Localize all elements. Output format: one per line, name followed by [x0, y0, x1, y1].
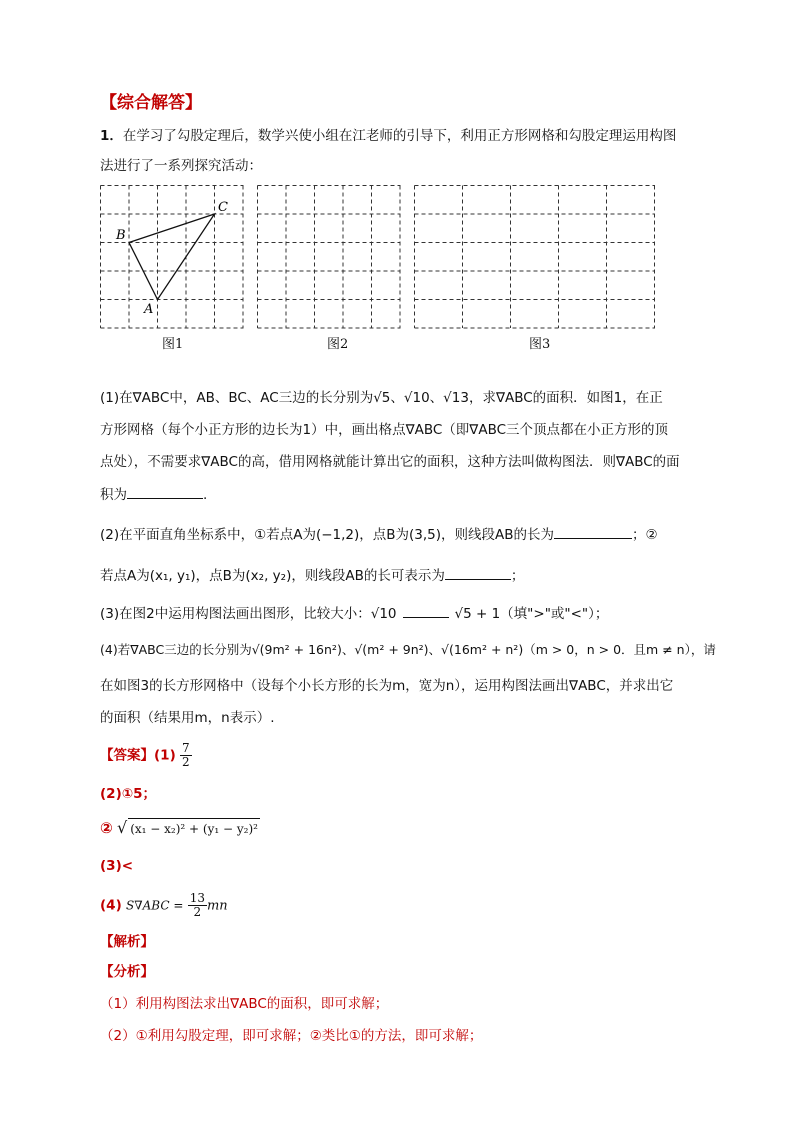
answer-line5: (4) S∇ABC = $\frac{13}{2}$ mn [100, 891, 228, 919]
question-intro-line1: 1．在学习了勾股定理后，数学兴使小组在江老师的引导下，利用正方形网格和勾股定理运用构图 [100, 128, 677, 144]
part1-line3: 点处），不需要求∇ABC的高，借用网格就能计算出它的面积，这种方法叫做构图法．则∇ABC的面 [100, 454, 680, 470]
part4-line2: 在如图3的长方形网格中（设每个小长方形的长为m，宽为n），运用构图法画出∇ABC，并求出它 [100, 678, 674, 694]
answer-label: 【答案】 [100, 747, 154, 764]
answer-blank-2 [554, 524, 632, 539]
figure3-grid [414, 185, 656, 329]
section-heading: 【综合解答】 [100, 93, 202, 113]
answer-line2: (2)①5； [100, 786, 157, 802]
vertex-c-label: C [218, 200, 228, 215]
figure3-caption: 图3 [529, 337, 551, 352]
analysis-step1: （1）利用构图法求出∇ABC的面积，即可求解； [100, 996, 389, 1012]
analysis-step2: （2）①利用勾股定理，即可求解；②类比①的方法，即可求解； [100, 1028, 483, 1044]
figure1-grid [100, 185, 244, 329]
question-number: 1． [100, 128, 123, 144]
answer-line1: 【答案】(1) $\frac{7}{2}$ [100, 741, 190, 769]
part1-line1: (1)在∇ABC中，AB、BC、AC三边的长分别为√5、√10、√13，求∇ABC的面积．如图1，在正 [100, 390, 663, 406]
vertex-a-label: A [144, 302, 154, 317]
part4-line3: 的面积（结果用m，n表示）. [100, 710, 275, 726]
figure2-caption: 图2 [327, 337, 349, 352]
analysis-sub-label: 【分析】 [100, 964, 154, 980]
part3-line: (3)在图2中运用构图法画出图形，比较大小：√10 √5 + 1（填">"或"<"）； [100, 603, 608, 624]
part2-line1: (2)在平面直角坐标系中，①若点A为(−1,2)，点B为(3,5)，则线段AB的长为 ；② [100, 524, 658, 545]
part1-line4: 积为 . [100, 484, 207, 505]
triangle-abc [129, 214, 215, 300]
answer4-fraction: $\frac{13}{2}$ [189, 891, 205, 919]
answer-line4: (3)< [100, 858, 134, 874]
part4-line1: (4)若∇ABC三边的长分别为√(9m² + 16n²)、√(m² + 9n²)、√(16m² + n²)（m > 0，n > 0．且m ≠ n），请 [100, 642, 716, 657]
figure1-caption: 图1 [162, 337, 184, 352]
part1-line2: 方形网格（每个小正方形的边长为1）中，画出格点∇ABC（即∇ABC三个顶点都在小正方形的顶 [100, 422, 669, 438]
answer1-fraction: $\frac{7}{2}$ [182, 741, 190, 769]
answer-blank-1 [127, 484, 203, 499]
analysis-label: 【解析】 [100, 934, 154, 950]
answer-line3: ② √ (x₁ − x₂)² + (y₁ − y₂)² [100, 818, 258, 837]
answer-blank-3 [445, 565, 511, 580]
question-intro-line2: 法进行了一系列探究活动： [100, 158, 262, 174]
answer2-sqrt-expr: (x₁ − x₂)² + (y₁ − y₂)² [128, 818, 260, 839]
figure2-grid [257, 185, 401, 329]
answer-blank-4 [403, 603, 449, 618]
vertex-b-label: B [116, 228, 126, 243]
part2-line2: 若点A为(x₁, y₁)，点B为(x₂, y₂)，则线段AB的长可表示为 ； [100, 565, 524, 586]
